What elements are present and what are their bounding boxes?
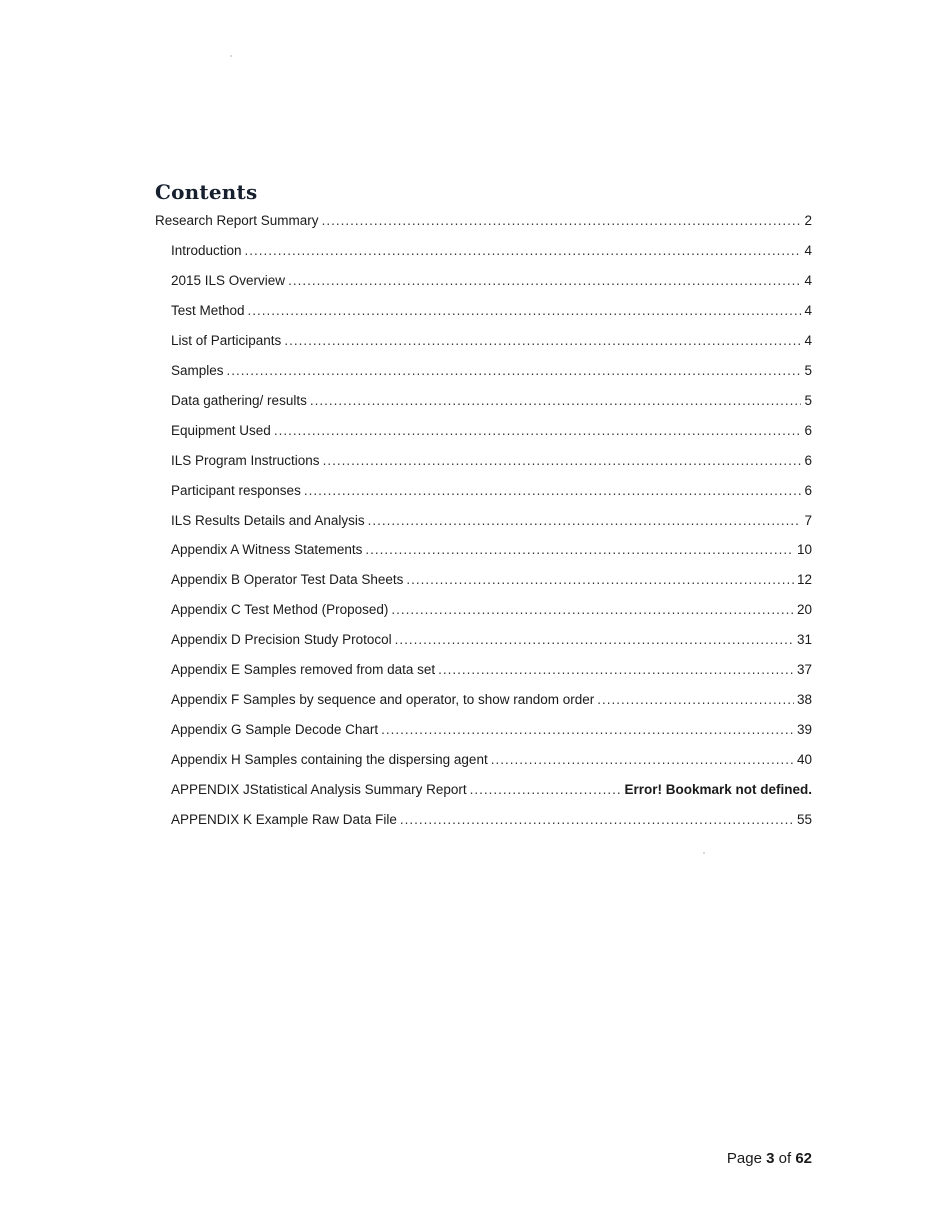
toc-entry-title: Appendix F Samples by sequence and operator, to show random order (171, 692, 595, 707)
toc-entry-page: 10 (796, 542, 812, 557)
toc-entry-title: APPENDIX K Example Raw Data File (171, 812, 397, 827)
toc-entry-page: 2 (804, 213, 812, 228)
toc-entry-page: 5 (804, 363, 812, 378)
toc-entry-page: 6 (804, 483, 812, 498)
toc-entry[interactable] (171, 296, 812, 320)
toc-entry[interactable] (171, 476, 812, 500)
toc-entry[interactable] (171, 565, 812, 589)
page-current: 3 (766, 1150, 775, 1167)
toc-entry-title: APPENDIX JStatistical Analysis Summary Report (171, 782, 467, 797)
toc-entry-title: Samples (171, 363, 224, 378)
toc-entry-title: Test Method (171, 303, 245, 318)
toc-entry[interactable] (171, 356, 812, 380)
toc-entry-page-error: Error! Bookmark not defined. (624, 782, 812, 797)
toc-entry-page: 7 (804, 513, 812, 528)
toc-entry[interactable] (171, 506, 812, 530)
toc-entry-title: Appendix C Test Method (Proposed) (171, 602, 389, 617)
toc-entry[interactable] (171, 805, 812, 829)
toc-entry-title: Introduction (171, 243, 242, 258)
toc-entry[interactable] (171, 266, 812, 290)
toc-entry[interactable] (171, 775, 812, 799)
toc-entry-title: Appendix D Precision Study Protocol (171, 632, 392, 647)
toc-entry-title: ILS Results Details and Analysis (171, 513, 365, 528)
toc-entry-page: 6 (804, 423, 812, 438)
toc-entry-title: Appendix H Samples containing the dispersing agent (171, 752, 488, 767)
toc-entry[interactable] (171, 685, 812, 709)
toc-entry-title: ILS Program Instructions (171, 453, 320, 468)
toc-entry-page: 55 (796, 812, 812, 827)
toc-entry-page: 6 (804, 453, 812, 468)
toc-entry-title: Appendix E Samples removed from data set (171, 662, 436, 677)
toc-entry-page: 20 (796, 602, 812, 617)
toc-entry-page: 12 (796, 572, 812, 587)
toc-entry-title: List of Participants (171, 333, 282, 348)
toc-entry-page: 4 (804, 273, 812, 288)
contents-heading: Contents (155, 180, 258, 204)
toc-entry-page: 40 (796, 752, 812, 767)
toc-entry[interactable] (155, 206, 812, 230)
toc-entry-page: 31 (796, 632, 812, 647)
toc-entry-page: 4 (804, 333, 812, 348)
page-total: 62 (795, 1150, 812, 1167)
page-number-footer (727, 1150, 812, 1167)
scan-speck (230, 55, 232, 57)
toc-entry[interactable] (171, 386, 812, 410)
toc-entry[interactable] (171, 236, 812, 260)
page-of: of (778, 1150, 792, 1167)
toc-entry[interactable] (171, 446, 812, 470)
toc-entry-title: Research Report Summary (155, 213, 319, 228)
toc-entry-page: 39 (796, 722, 812, 737)
toc-entry-page: 4 (804, 243, 812, 258)
toc-entry[interactable] (171, 655, 812, 679)
toc-entry[interactable] (171, 416, 812, 440)
toc-entry[interactable] (171, 625, 812, 649)
toc-entry[interactable] (171, 745, 812, 769)
toc-entry-title: Appendix G Sample Decode Chart (171, 722, 379, 737)
toc-entry-title: Appendix B Operator Test Data Sheets (171, 572, 404, 587)
toc-entry-page: 4 (804, 303, 812, 318)
toc-entry-title: Equipment Used (171, 423, 271, 438)
toc-entry-page: 5 (804, 393, 812, 408)
scan-speck (703, 852, 705, 854)
toc-entry-title: Participant responses (171, 483, 301, 498)
toc-entry[interactable] (171, 535, 812, 559)
toc-entry-title: 2015 ILS Overview (171, 273, 286, 288)
page-prefix: Page (726, 1150, 762, 1167)
toc-entry-page: 38 (796, 692, 812, 707)
toc-entry-title: Data gathering/ results (171, 393, 307, 408)
toc-entry[interactable] (171, 715, 812, 739)
toc-entry[interactable] (171, 595, 812, 619)
toc-entry-page: 37 (796, 662, 812, 677)
toc-entry-title: Appendix A Witness Statements (171, 542, 363, 557)
toc-entry[interactable] (171, 326, 812, 350)
